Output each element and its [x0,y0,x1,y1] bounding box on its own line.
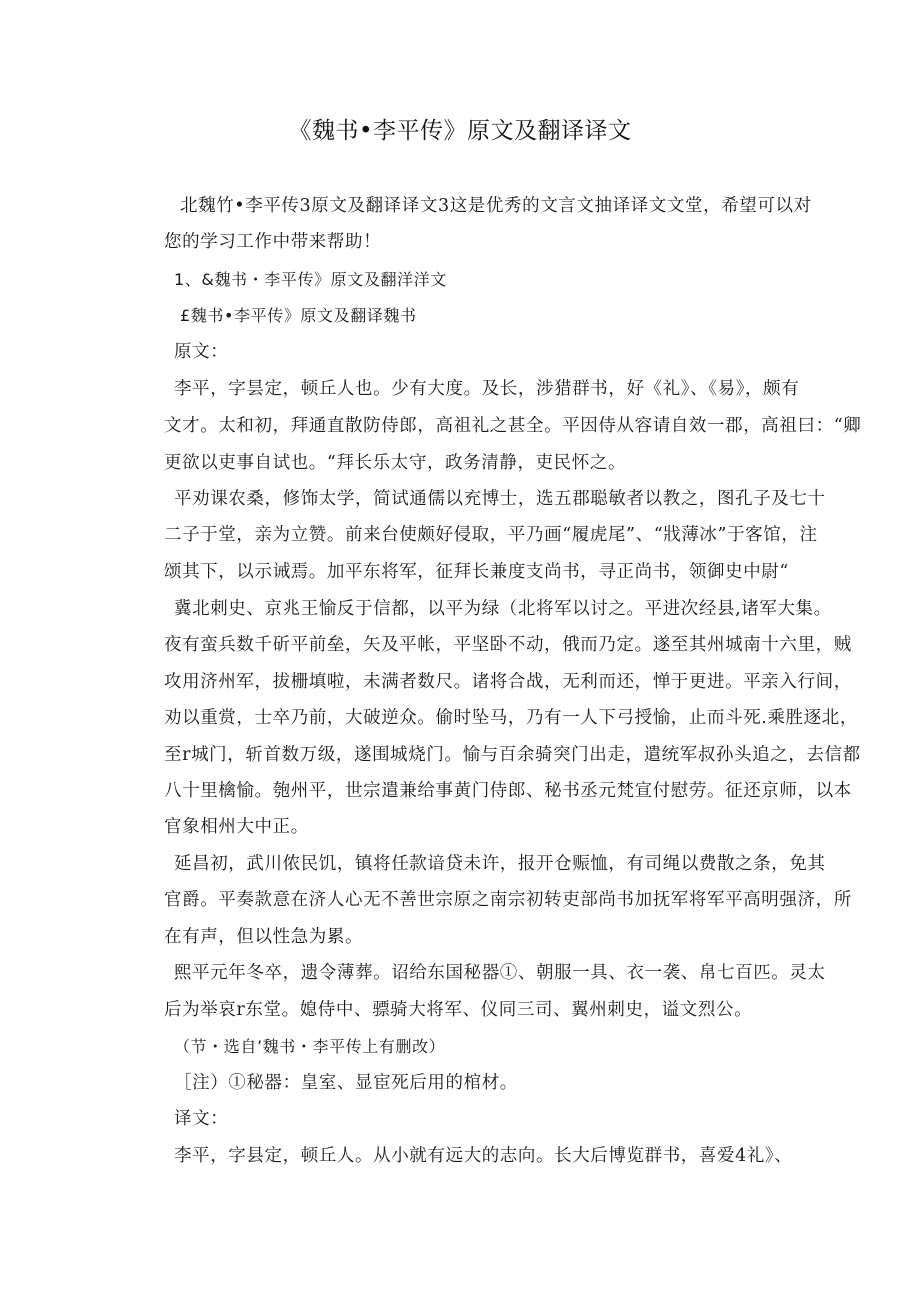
document-title: 《魏书•李平传》原文及翻译译文 [288,118,632,144]
annotation-note: ［注）①秘器：皇室、显宦死后用的棺材。 [174,1073,518,1093]
original-paragraph-2-line-3: 颂其下，以示诫焉。加平东将军，征拜长兼度支尚书，寻正尚书，领御史中尉“ [164,562,789,582]
original-paragraph-1-line-1: 李平，字昙定，顿丘人也。少有大度。及长，涉猎群书，好《礼》、《易》，颇有 [174,379,800,399]
original-paragraph-3-line-1: 冀北刺史、京兆王愉反于信都，以平为绿（北将军以讨之。平进次经县,诸军大集。 [174,599,832,619]
original-text-label: 原文： [174,342,229,362]
original-paragraph-3-line-4: 劝以重赏，士卒乃前，大破逆众。偷时坠马，乃有一人下弓授愉，止而斗死.乘胜逐北， [164,708,858,728]
original-paragraph-3-line-5: 至r城门，斩首数万级，遂围城烧门。愉与百余骑突门出走，遣统军叔孙头追之，去信都 [164,745,861,765]
original-paragraph-3-line-7: 官象相州大中正。 [164,817,309,837]
original-paragraph-1-line-2: 文才。太和初，拜通直散防侍郎，高祖礼之甚全。平因侍从容请自效一郡，高祖曰：“卿 [164,416,862,436]
translation-line-1: 李平，字县定，顿丘人。从小就有远大的志向。长大后博览群书，喜爱4礼》、 [174,1146,793,1166]
translation-label: 译文： [174,1109,229,1129]
original-paragraph-3-line-2: 夜有蛮兵数千斫平前垒，矢及平帐，平坚卧不动，俄而乃定。遂至其州城南十六里，贼 [164,635,852,655]
original-paragraph-4-line-1: 延昌初，武川侬民饥，镇将任款谙贷未许，报开仓赈恤，有司绳以费散之条，免其 [174,854,826,874]
sub-heading: £魏书•李平传》原文及翻译魏书 [180,306,417,325]
original-paragraph-2-line-2: 二子于堂，亲为立赞。前来台使颇好侵取，平乃画“履虎尾”、“戕薄冰”于客馆，注 [164,525,818,545]
original-paragraph-4-line-3: 在有声，但以性急为累。 [164,927,364,947]
section-heading: 1、&魏书・李平传》原文及翻洋洋文 [174,270,447,289]
intro-line-2: 您的学习工作中带来帮助！ [164,232,382,252]
intro-line-1: 北魏竹•李平传3原文及翻译译文3这是优秀的文言文抽译译文文堂，希望可以对 [180,196,812,216]
original-paragraph-3-line-3: 攻用济州军，拔栅填啦，未满者数尺。诸将合战，无利而还，惮于更进。平亲入行间， [164,672,852,692]
original-paragraph-4-line-2: 官爵。平奏款意在济人心无不善世宗原之南宗初转吏部尚书加抚军将军平高明强济，所 [164,890,852,910]
original-paragraph-5-line-2: 后为举哀r东堂。媳侍中、骠骑大将军、仪同三司、翼州刺史，谥文烈公。 [164,1000,753,1020]
original-paragraph-3-line-6: 八十里檎愉。匏州平，世宗遣兼给事黄门侍郎、秘书丞元梵宣付慰劳。征还京师，以本 [164,781,852,801]
original-paragraph-5-line-1: 熙平元年冬卒，遗令薄葬。诏给东国秘器①、朝服一具、衣一袭、帛七百匹。灵太 [174,963,826,983]
original-paragraph-1-line-3: 更欲以吏事自试也。“拜长乐太守，政务清静，吏民怀之。 [164,453,627,473]
original-paragraph-2-line-1: 平劝课农桑，修饰太学，简试通儒以充博士，选五郡聪敏者以教之，图孔子及七十 [174,489,826,509]
source-note: （节・选自’魏书・李平传上有删改） [174,1037,446,1056]
